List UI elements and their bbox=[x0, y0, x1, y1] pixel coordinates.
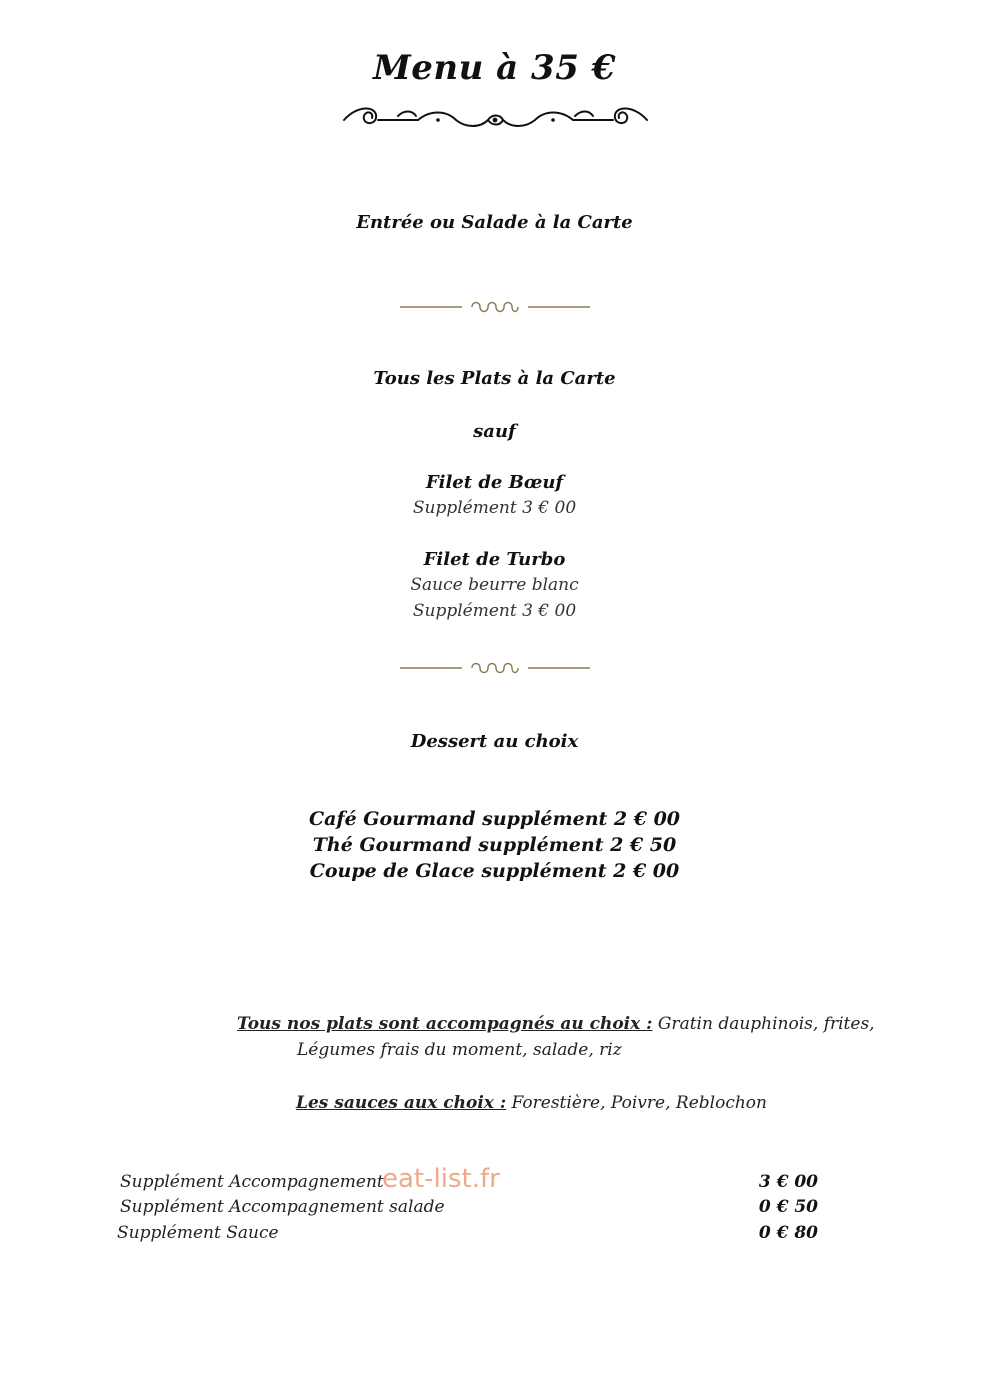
supplement-price: 0 € 80 bbox=[758, 1223, 818, 1243]
sides-text: Gratin dauphinois, frites, bbox=[652, 1014, 875, 1034]
watermark: eat-list.fr bbox=[382, 1164, 500, 1194]
sides-note bbox=[237, 1014, 875, 1034]
sauces-note bbox=[296, 1093, 767, 1113]
main-item-detail: Supplément 3 € 00 bbox=[412, 601, 577, 621]
sides-label: Tous nos plats sont accompagnés au choix : bbox=[237, 1014, 653, 1034]
sauces-label: Les sauces aux choix : bbox=[296, 1093, 507, 1113]
mains-heading: Tous les Plats à la Carte bbox=[373, 368, 616, 389]
supplement-label: Supplément Sauce bbox=[117, 1223, 279, 1243]
starter-heading: Entrée ou Salade à la Carte bbox=[356, 212, 633, 233]
menu-title: Menu à 35 € bbox=[373, 48, 616, 88]
sides-note-continued: Légumes frais du moment, salade, riz bbox=[297, 1040, 622, 1060]
supplement-label: Supplément Accompagnement bbox=[120, 1172, 384, 1192]
main-item-name: Filet de Bœuf bbox=[425, 472, 564, 493]
dessert-item: Café Gourmand supplément 2 € 00 bbox=[308, 808, 681, 830]
dessert-item: Coupe de Glace supplément 2 € 00 bbox=[309, 860, 680, 882]
main-item-name: Filet de Turbo bbox=[423, 549, 566, 570]
supplement-price: 3 € 00 bbox=[758, 1172, 818, 1192]
dessert-item: Thé Gourmand supplément 2 € 50 bbox=[312, 834, 677, 856]
supplement-label: Supplément Accompagnement salade bbox=[120, 1197, 445, 1217]
main-item-detail: Sauce beurre blanc bbox=[410, 575, 579, 595]
mains-except: sauf bbox=[473, 421, 516, 442]
sauces-text: Forestière, Poivre, Reblochon bbox=[506, 1093, 767, 1113]
dessert-heading: Dessert au choix bbox=[410, 731, 579, 752]
main-item-detail: Supplément 3 € 00 bbox=[412, 498, 577, 518]
divider-ornament bbox=[398, 298, 592, 316]
supplement-price: 0 € 50 bbox=[758, 1197, 818, 1217]
divider-ornament bbox=[398, 659, 592, 677]
flourish-ornament bbox=[338, 98, 653, 132]
